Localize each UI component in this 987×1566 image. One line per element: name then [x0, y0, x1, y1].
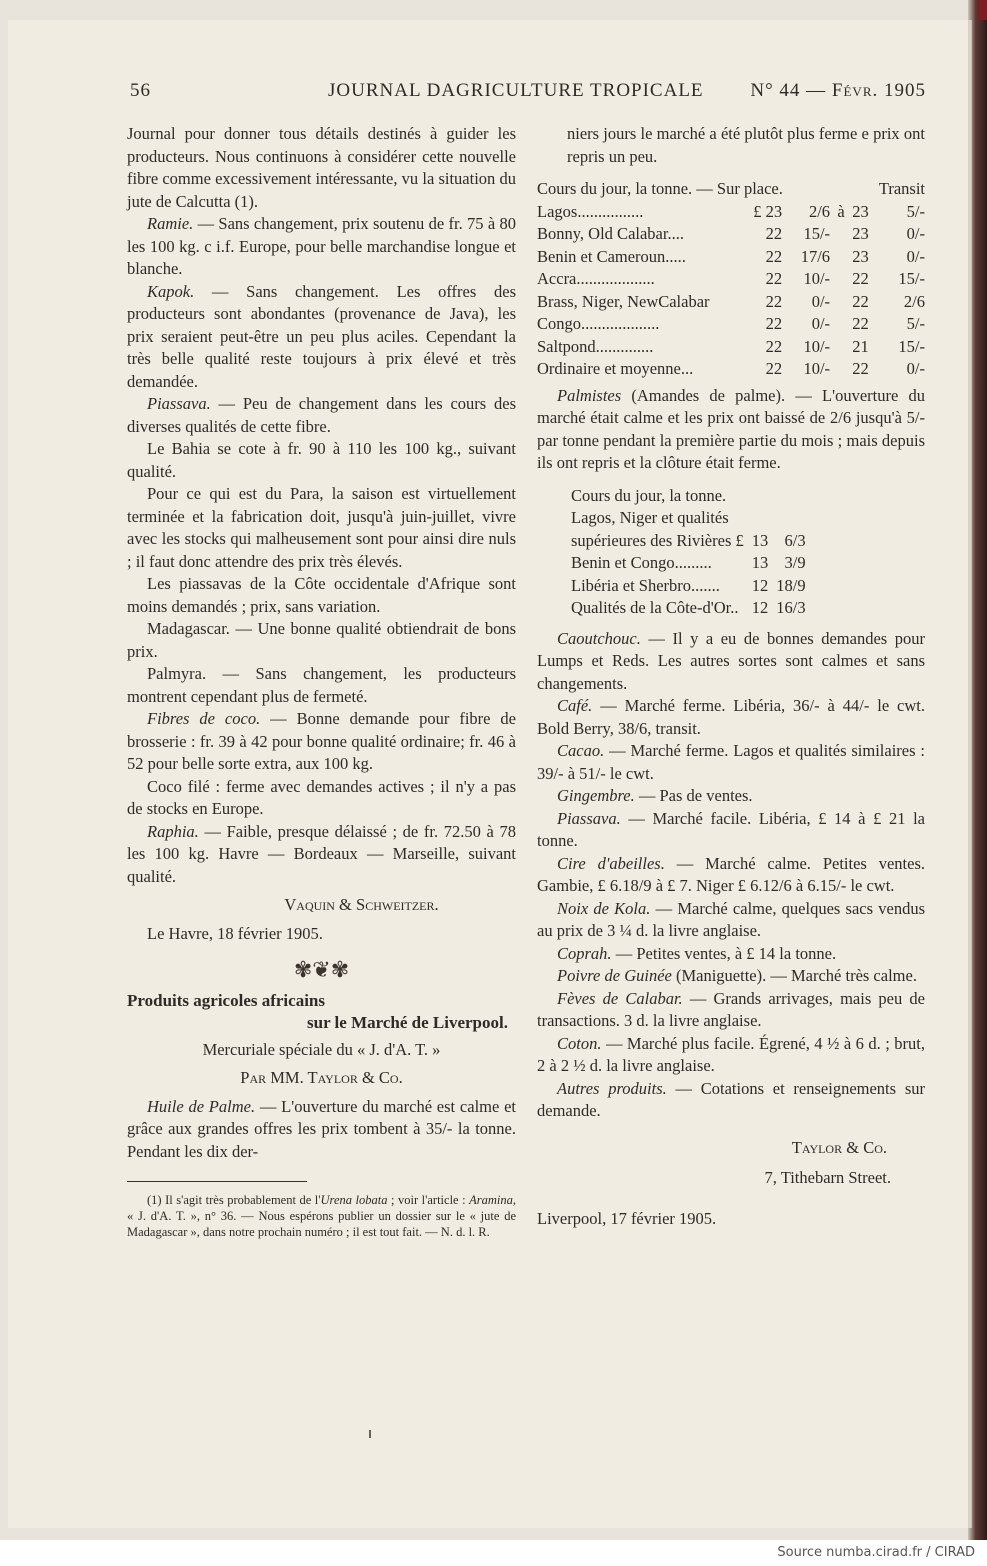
- onsite-shillings: 10/-: [803, 359, 831, 378]
- cacao-text: — Marché ferme. Lagos et qualités similaires : 39/- à 51/- le cwt.: [537, 741, 925, 783]
- kernel-pounds: 13: [751, 553, 769, 572]
- kernel-pounds: 13: [751, 530, 769, 550]
- piassava-text: — Peu de changement dans les cours des diverses qualités de cette fibre.: [127, 394, 516, 436]
- raphia-text: — Faible, presque délaissé ; de fr. 72.50 à 78 les 100 kg. Havre — Bordeaux — Marseille, suivant qualité.: [127, 821, 516, 886]
- range-sep: [830, 223, 849, 246]
- raphia-label: Raphia.: [147, 821, 199, 841]
- issue-number: N° 44 — Févr. 1905: [750, 80, 926, 101]
- paragraph-cote-occidentale: Les piassavas de la Côte occidentale d'Afrique sont moins demandés ; prix, sans variation.: [127, 574, 516, 616]
- paragraph-autres: [537, 1078, 925, 1123]
- table-row: [537, 201, 925, 224]
- paragraph-bahia: Le Bahia se cote à fr. 90 à 110 les 100 kg., suivant qualité.: [127, 439, 516, 481]
- table-row: [537, 291, 925, 314]
- paragraph-kapok: [127, 281, 516, 394]
- transit-pounds: 21: [852, 336, 869, 356]
- signature-vaquin: Vaquin & Schweitzer.: [284, 895, 439, 914]
- table-row: [537, 246, 925, 269]
- spine-bookmark: [978, 0, 987, 20]
- kernel-market-name: Qualités de la Côte-d'Or..: [571, 598, 739, 617]
- market-name: Bonny, Old Calabar....: [537, 224, 684, 243]
- paragraph-coton: [537, 1033, 925, 1078]
- market-name: Brass, Niger, NewCalabar: [537, 291, 710, 311]
- journal-title: JOURNAL DAGRICULTURE TROPICALE: [328, 80, 704, 101]
- footnote-article: Aramina: [469, 1193, 513, 1207]
- piassava-liverpool-text: — Marché facile. Libéria, £ 14 à £ 21 la tonne.: [537, 808, 925, 850]
- market-name: Accra...................: [537, 269, 655, 288]
- running-header: [130, 80, 926, 104]
- address-tithebarn: 7, Tithebarn Street.: [764, 1168, 891, 1187]
- transit-shillings: 15/-: [898, 269, 925, 288]
- paragraph-caoutchouc: [537, 628, 925, 696]
- onsite-pounds: 22: [765, 291, 783, 311]
- ramie-text: — Sans changement, prix soutenu de fr. 75 à 80 les 100 kg. c i.f. Europe, pour belle marchandise longue et blanche.: [127, 214, 516, 278]
- section-title-line1: Produits agricoles africains: [127, 990, 325, 1010]
- onsite-shillings: 0/-: [811, 291, 831, 311]
- kernel-table-head: Cours du jour, la tonne.: [571, 485, 727, 505]
- ramie-label: Ramie.: [147, 214, 194, 233]
- table-row: [537, 313, 925, 336]
- paragraph-palmyra: Palmyra. — Sans changement, les producteurs montrent cependant plus de fermeté.: [127, 664, 516, 706]
- table-row: [571, 485, 806, 508]
- poivre-label: Poivre de Guinée: [557, 966, 672, 985]
- page-mark: [369, 1430, 371, 1438]
- onsite-pounds: 22: [765, 269, 783, 288]
- cafe-text: — Marché ferme. Libéria, 36/- à 44/- le cwt. Bold Berry, 38/6, transit.: [537, 696, 925, 738]
- dateline-havre: Le Havre, 18 février 1905.: [147, 923, 323, 943]
- paragraph-cire: [537, 853, 925, 898]
- paragraph-ramie: [127, 213, 516, 281]
- footnote-rule: [127, 1181, 307, 1182]
- source-credit: Source numba.cirad.fr / CIRAD: [777, 1545, 975, 1560]
- piassava-liverpool-label: Piassava.: [557, 808, 621, 828]
- market-name: Congo...................: [537, 314, 660, 333]
- range-sep: [830, 313, 849, 336]
- autres-text: — Cotations et renseignements sur demande.: [537, 1078, 925, 1120]
- onsite-shillings: 10/-: [803, 269, 831, 288]
- par-taylor: Par MM. Taylor & Co.: [240, 1068, 403, 1087]
- paragraph-cafe: [537, 695, 925, 740]
- poivre-text: (Maniguette). — Marché très calme.: [671, 966, 917, 985]
- coco-label: Fibres de coco.: [147, 709, 261, 728]
- paragraph-gingembre: [537, 785, 925, 808]
- onsite-pounds: 22: [765, 246, 783, 266]
- kapok-label: Kapok.: [147, 281, 195, 301]
- transit-shillings: 0/-: [906, 246, 925, 266]
- paragraph-huile-palme: [127, 1096, 516, 1164]
- onsite-shillings: 0/-: [811, 314, 831, 333]
- onsite-shillings: 2/6: [808, 201, 831, 221]
- table-row: [571, 507, 806, 530]
- table-row: [571, 530, 806, 553]
- range-sep: [830, 291, 849, 314]
- transit-pounds: 22: [852, 359, 869, 378]
- transit-shillings: 5/-: [906, 314, 925, 333]
- table-header-row: [537, 178, 925, 201]
- paragraph-coco-file: Coco filé : ferme avec demandes actives ; il n'y a pas de stocks en Europe.: [127, 776, 516, 818]
- page-number: 56: [130, 80, 151, 101]
- footnote-mid: ; voir l'article :: [387, 1193, 470, 1207]
- footnote-prefix: (1) Il s'agit très probablement de l': [147, 1193, 321, 1207]
- coprah-label: Coprah.: [557, 943, 612, 963]
- transit-pounds: 23: [852, 224, 869, 243]
- kernel-market-name: supérieures des Rivières £: [571, 530, 744, 550]
- cire-label: Cire d'abeilles.: [557, 853, 665, 873]
- transit-pounds: 23: [852, 246, 869, 266]
- paragraph-piassava-liverpool: [537, 808, 925, 853]
- paragraph-feves: [537, 988, 925, 1033]
- market-name: Benin et Cameroun.....: [537, 246, 686, 266]
- kernel-pounds: 12: [751, 598, 769, 617]
- gingembre-label: Gingembre.: [557, 786, 635, 805]
- paragraph-fibres-coco: [127, 708, 516, 776]
- paragraph-para: Pour ce qui est du Para, la saison est virtuellement terminée et la fabrication doit, jusqu'à juin-juillet, vivre avec les stocks qui malheusement sont pour ainsi dire nuls ; il faut donc attendre des prix très élevés.: [127, 484, 516, 571]
- onsite-pounds: 22: [765, 314, 783, 333]
- transit-shillings: 15/-: [898, 336, 925, 356]
- paragraph-raphia: [127, 821, 516, 889]
- range-sep: à: [837, 201, 845, 221]
- paragraph-cacao: [537, 740, 925, 785]
- signature-taylor: Taylor & Co.: [791, 1137, 887, 1157]
- coton-label: Coton.: [557, 1033, 602, 1053]
- kernel-table-sub: Lagos, Niger et qualités: [571, 508, 729, 527]
- kernel-market-name: Benin et Congo.........: [571, 553, 712, 572]
- paragraph-intro: Journal pour donner tous détails destinés à guider les producteurs. Nous continuons à considérer cette nouvelle fibre comme excessivement intéressante, vu la situation du jute de Calcutta (1).: [127, 124, 516, 211]
- paragraph-piassava: [127, 393, 516, 438]
- onsite-shillings: 10/-: [803, 336, 831, 356]
- section-title-line2: sur le Marché de Liverpool.: [307, 1013, 508, 1032]
- table-row: [537, 358, 925, 381]
- onsite-pounds: 22: [765, 224, 783, 243]
- autres-label: Autres produits.: [557, 1078, 667, 1098]
- market-name: Lagos................: [537, 201, 644, 221]
- kernel-shillings: 18/9: [776, 575, 806, 595]
- footnote-rest: , « J. d'A. T. », n° 36. — Nous espérons publier un dossier sur le « jute de Madagascar », dans notre prochain numéro ; il est tout fait. — N. d. l. R.: [127, 1193, 516, 1239]
- feves-label: Fèves de Calabar.: [557, 988, 683, 1008]
- transit-pounds: 23: [852, 201, 869, 221]
- coton-text: — Marché plus facile. Égrené, 4 ½ à 6 d. ; brut, 2 à 2 ½ d. la livre anglaise.: [537, 1033, 925, 1075]
- paragraph-kola: [537, 898, 925, 943]
- huile-text: — L'ouverture du marché est calme et grâce aux grandes offres les prix tombent à 35/- la tonne. Pendant les dix der-: [127, 1096, 516, 1161]
- kapok-text: — Sans changement. Les offres des producteurs sont abondantes (provenance de Java), les prix seraient peut-être un peu plus aciles. Cependant la très belle qualité reste toujours à prix élevé et très demandée.: [127, 281, 516, 391]
- left-column: [127, 123, 516, 1240]
- transit-pounds: 22: [852, 314, 869, 333]
- footnote-species: Urena lobata: [320, 1193, 388, 1207]
- paragraph-continuation: niers jours le marché a été plutôt plus ferme e prix ont repris un peu.: [567, 124, 925, 166]
- range-sep: [830, 336, 849, 359]
- range-sep: [830, 246, 849, 269]
- table-row: [571, 597, 806, 620]
- kernel-shillings: 6/3: [784, 530, 806, 550]
- palmistes-text: (Amandes de palme). — L'ouverture du marché était calme et les prix ont baissé de 2/6 jusqu'à 5/- par tonne pendant la première partie du mois ; mais depuis ils ont repris et la clôture était ferme.: [537, 385, 925, 472]
- table-header-label: Cours du jour, la tonne. — Sur place.: [537, 179, 783, 198]
- market-name: Ordinaire et moyenne...: [537, 359, 694, 378]
- onsite-shillings: 17/6: [800, 246, 831, 266]
- caoutchouc-label: Caoutchouc.: [557, 628, 641, 648]
- kola-text: — Marché calme, quelques sacs vendus au prix de 3 ¼ d. la livre anglaise.: [537, 898, 925, 940]
- cafe-label: Café.: [557, 696, 593, 715]
- transit-pounds: 22: [852, 291, 869, 311]
- feves-text: — Grands arrivages, mais peu de transactions. 3 d. la livre anglaise.: [537, 988, 925, 1030]
- palm-oil-price-table: [537, 178, 925, 381]
- table-header-transit: Transit: [878, 179, 925, 198]
- gingembre-text: — Pas de ventes.: [634, 786, 753, 805]
- paragraph-madagascar: Madagascar. — Une bonne qualité obtiendrait de bons prix.: [127, 619, 516, 661]
- table-row: [571, 575, 806, 598]
- table-row: [571, 552, 806, 575]
- coprah-text: — Petites ventes, à £ 14 la tonne.: [611, 943, 837, 963]
- paragraph-palmistes: [537, 385, 925, 475]
- paragraph-coprah: [537, 943, 925, 966]
- piassava-label: Piassava.: [147, 394, 211, 413]
- range-sep: [830, 358, 849, 381]
- palmistes-label: Palmistes: [557, 385, 622, 405]
- table-row: [537, 336, 925, 359]
- onsite-pounds: 22: [765, 336, 783, 356]
- transit-pounds: 22: [852, 269, 869, 288]
- kernel-shillings: 3/9: [784, 553, 806, 572]
- transit-shillings: 0/-: [906, 359, 925, 378]
- cacao-label: Cacao.: [557, 741, 605, 760]
- mercuriale-line: Mercuriale spéciale du « J. d'A. T. »: [202, 1039, 441, 1059]
- transit-shillings: 5/-: [906, 201, 925, 221]
- onsite-pounds: 22: [765, 359, 783, 378]
- caoutchouc-text: — Il y a eu de bonnes demandes pour Lumps et Reds. Les autres sortes sont calmes et sans changements.: [537, 628, 925, 693]
- palm-kernel-price-table: [571, 485, 806, 620]
- ornament-divider-icon: ✾❦✾: [293, 957, 350, 982]
- cire-text: — Marché calme. Petites ventes. Gambie, £ 6.18/9 à £ 7. Niger £ 6.12/6 à 6.15/- le cwt.: [537, 853, 925, 895]
- huile-label: Huile de Palme.: [147, 1096, 256, 1116]
- coco-text: — Bonne demande pour fibre de brosserie : fr. 39 à 42 pour bonne qualité ordinaire; fr. 46 à 52 pour belle sorte extra, aux 100 kg.: [127, 709, 517, 773]
- transit-shillings: 2/6: [903, 291, 925, 311]
- dateline-liverpool: Liverpool, 17 février 1905.: [537, 1208, 717, 1228]
- table-row: [537, 223, 925, 246]
- kernel-market-name: Libéria et Sherbro.......: [571, 575, 720, 595]
- footnote: [127, 1192, 516, 1240]
- onsite-pounds: £ 23: [753, 201, 783, 221]
- market-name: Saltpond..............: [537, 336, 654, 356]
- right-column: [537, 123, 925, 1230]
- range-sep: [830, 268, 849, 291]
- kernel-shillings: 16/3: [776, 598, 806, 617]
- paragraph-poivre: [537, 965, 925, 988]
- table-row: [537, 268, 925, 291]
- transit-shillings: 0/-: [906, 224, 925, 243]
- onsite-shillings: 15/-: [803, 224, 831, 243]
- kola-label: Noix de Kola.: [557, 898, 651, 918]
- kernel-pounds: 12: [751, 575, 769, 595]
